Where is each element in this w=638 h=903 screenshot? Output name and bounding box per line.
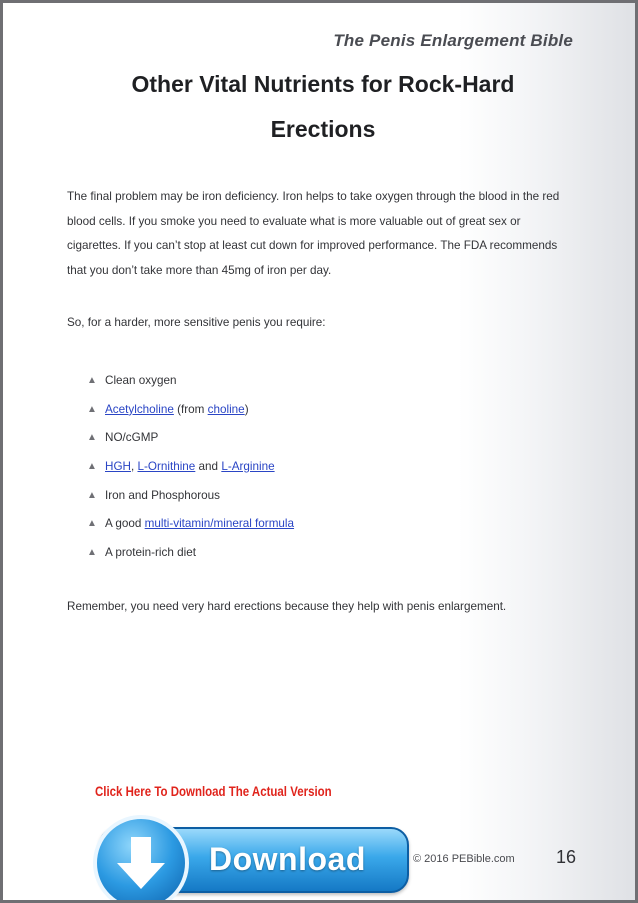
running-header: The Penis Enlargement Bible [333, 31, 573, 50]
list-item [87, 453, 294, 482]
list-item-text: and [195, 460, 222, 474]
list-item-text: A good [105, 517, 145, 531]
page-heading-line2: Erections [270, 116, 376, 142]
list-item-text: Iron and Phosphorous [105, 488, 221, 502]
list-item [87, 539, 294, 568]
nutrient-list [87, 367, 294, 567]
list-item-text: (from [173, 402, 208, 416]
multivitamin-link[interactable]: multi-vitamin/mineral formula [144, 517, 295, 531]
l-arginine-link[interactable]: L-Arginine [221, 460, 275, 474]
l-ornithine-link[interactable]: L-Ornithine [137, 460, 196, 474]
paragraph-requirements-intro: So, for a harder, more sensitive penis you require: [67, 316, 326, 329]
page-number: 16 [556, 847, 577, 867]
download-promo-link[interactable]: Click Here To Download The Actual Version [95, 783, 332, 799]
list-item [87, 424, 294, 453]
list-item-text: ) [244, 402, 249, 416]
triangle-bullet-icon: ▲ [87, 518, 97, 530]
download-button-label: Download [209, 841, 366, 877]
footer-copyright: © 2016 PEBible.com [413, 853, 515, 865]
list-item [87, 367, 294, 396]
list-item-text: A protein-rich diet [105, 545, 196, 559]
page-heading-line1: Other Vital Nutrients for Rock-Hard [131, 71, 515, 97]
list-item [87, 396, 294, 425]
paragraph-iron: The final problem may be iron deficiency. Iron helps to take oxygen through the blood in the red blood cells. If you smoke you need to evaluate what is more valuable out of great sex or cigarettes. If you can’t stop at least cut down for improved performance. The FDA recommends that you don’t take more than 45mg of iron per day. [67, 190, 560, 277]
paragraph-remember: Remember, you need very hard erections because they help with penis enlargement. [67, 600, 507, 613]
download-circle [93, 815, 189, 903]
triangle-bullet-icon: ▲ [87, 546, 97, 558]
triangle-bullet-icon: ▲ [87, 461, 97, 473]
list-item-text: Clean oxygen [105, 374, 177, 388]
list-item [87, 510, 294, 539]
choline-link[interactable]: choline [207, 402, 245, 416]
triangle-bullet-icon: ▲ [87, 432, 97, 444]
list-item-text: NO/cGMP [105, 431, 159, 445]
triangle-bullet-icon: ▲ [87, 489, 97, 501]
triangle-bullet-icon: ▲ [87, 375, 97, 387]
triangle-bullet-icon: ▲ [87, 403, 97, 415]
list-item [87, 481, 294, 510]
acetylcholine-link[interactable]: Acetylcholine [105, 402, 174, 416]
arrow-down-icon [115, 835, 167, 891]
list-item-text: , [130, 460, 138, 474]
download-button[interactable] [99, 827, 409, 893]
hgh-link[interactable]: HGH [105, 460, 131, 474]
